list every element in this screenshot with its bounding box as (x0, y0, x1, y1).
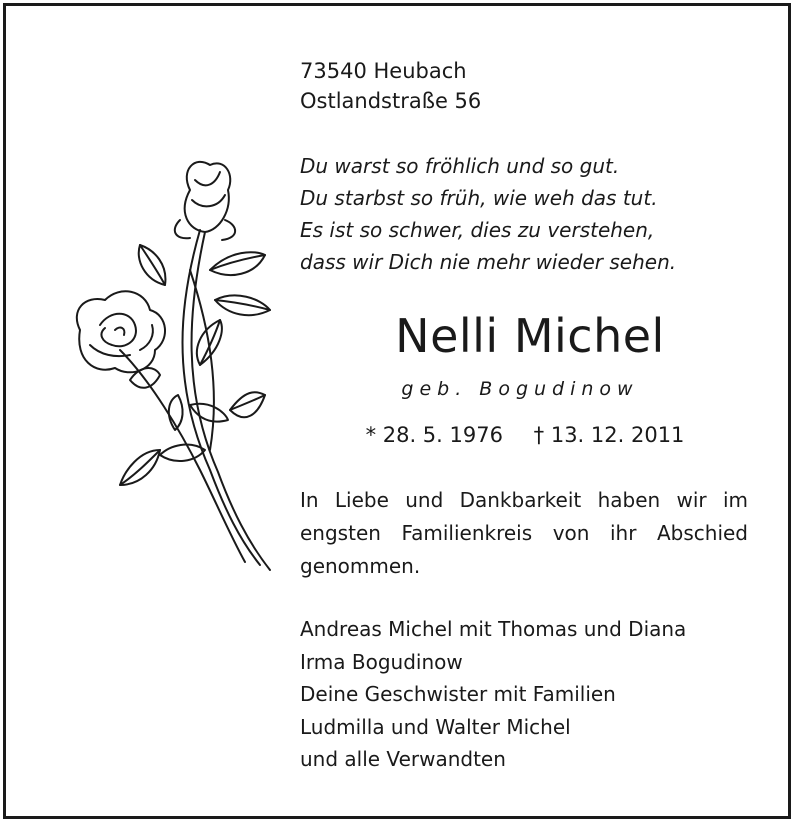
address-city: 73540 Heubach (300, 59, 467, 83)
family-member: Deine Geschwister mit Familien (300, 682, 616, 706)
rose-illustration (60, 150, 290, 580)
birth-name: geb. Bogudinow (401, 378, 639, 400)
deceased-name: Nelli Michel (395, 309, 665, 363)
family-member: Irma Bogudinow (300, 649, 463, 674)
family-member: Ludmilla und Walter Michel (300, 714, 571, 739)
birth-date: * 28. 5. 1976 (365, 423, 503, 447)
death-date: † 13. 12. 2011 (533, 423, 685, 447)
family-member: Andreas Michel mit Thomas und Diana (300, 617, 687, 641)
poem-line: Du warst so fröhlich und so gut. (300, 154, 620, 178)
address-block (300, 56, 748, 116)
poem-line: dass wir Dich nie mehr wieder sehen. (300, 250, 677, 274)
poem-line: Es ist so schwer, dies zu verstehen, (300, 218, 655, 242)
family-list (300, 613, 748, 776)
family-member: und alle Verwandten (300, 747, 506, 771)
poem-block (300, 150, 748, 278)
farewell-message: In Liebe und Dankbarkeit haben wir im engsten Familienkreis von ihr Abschied genommen. (300, 488, 748, 578)
life-dates (300, 420, 750, 450)
poem-line: Du starbst so früh, wie weh das tut. (300, 186, 658, 210)
address-street: Ostlandstraße 56 (300, 89, 482, 113)
